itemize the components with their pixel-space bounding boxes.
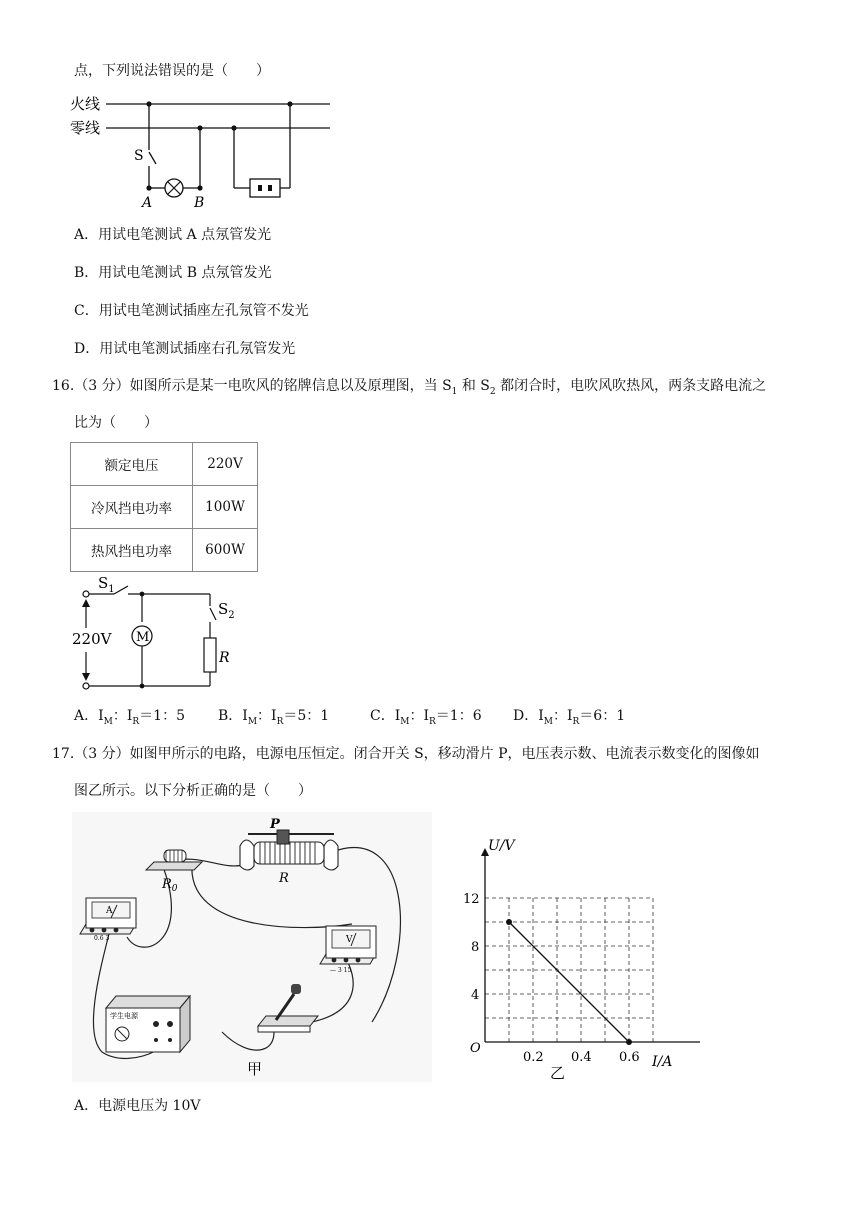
q17-option-a[interactable]: A．电源电压为 10V — [74, 1098, 201, 1114]
switch-s1-icon — [114, 586, 128, 594]
s2-label: $S_2$ — [218, 600, 235, 621]
chart-y-tick-label: 4 — [471, 988, 480, 1003]
table-cell: 100W — [193, 486, 258, 529]
q15-option-d[interactable]: D．用试电笔测试插座右孔氖管发光 — [74, 341, 296, 357]
q17-stem-line2: 图乙所示。以下分析正确的是（ ） — [74, 783, 312, 799]
figure-a-caption: 甲 — [247, 1060, 263, 1078]
table-row — [71, 486, 258, 529]
q15-household-circuit — [70, 92, 340, 212]
chart-y-tick-label: 8 — [471, 940, 480, 955]
voltage-label: 220V — [72, 630, 112, 648]
point-a-label: A — [142, 195, 153, 211]
chart-x-tick-label: 0.6 — [619, 1050, 640, 1065]
chart-data-point — [506, 919, 512, 925]
chart-x-axis-label: I/A — [652, 1054, 673, 1070]
table-cell: 额定电压 — [71, 443, 193, 486]
q16-option-a[interactable]: A．$I_M$：$I_R=1$：5 — [74, 708, 185, 727]
s1-label: $S_1$ — [98, 574, 115, 595]
motor-label: M — [136, 630, 150, 645]
chart-y-axis-label: U/V — [488, 838, 515, 854]
point-b-label: B — [194, 195, 205, 211]
q16-option-d[interactable]: D．$I_M$：$I_R=6$：1 — [513, 708, 626, 727]
table-row — [71, 443, 258, 486]
q16-stem-line1: 16.（3 分）如图所示是某一电吹风的铭牌信息以及原理图，当 $S_1$ 和 $S_2$ 都闭合时，电吹风吹热风，两条支路电流之 — [52, 378, 767, 397]
point-a-dot — [146, 185, 151, 190]
figure-b-caption: 乙 — [550, 1064, 566, 1082]
nameplate-table — [70, 442, 258, 572]
q16-stem-line2: 比为（ ） — [74, 415, 158, 431]
q17-stem-line1: 17.（3 分）如图甲所示的电路，电源电压恒定。闭合开关 S，移动滑片 P，电压表示数、电流表示数变化的图像如 — [52, 746, 760, 762]
q15-option-b[interactable]: B．用试电笔测试 B 点氖管发光 — [74, 265, 272, 281]
arrow-up-icon — [82, 599, 90, 607]
ammeter-label: A — [106, 906, 113, 916]
neutral-wire-label: 零线 — [70, 119, 101, 137]
chart-x-tick-label: 0.4 — [571, 1050, 592, 1065]
terminal-bottom-icon — [83, 683, 89, 689]
voltmeter-terminals: — 3 15 — [330, 967, 352, 974]
live-wire-label: 火线 — [70, 95, 101, 113]
power-supply-icon — [106, 996, 190, 1052]
power-supply-label: 学生电源 — [110, 1012, 138, 1020]
rheostat-r-label: R — [279, 871, 289, 886]
table-cell: 220V — [193, 443, 258, 486]
q15-option-a[interactable]: A．用试电笔测试 A 点氖管发光 — [74, 227, 272, 243]
socket-icon — [250, 179, 280, 197]
ammeter-terminals: 0.6 3 — [94, 935, 110, 942]
switch-s-icon — [149, 152, 156, 164]
voltmeter-label: V — [346, 935, 353, 945]
table-cell: 600W — [193, 529, 258, 572]
table-row — [71, 529, 258, 572]
q17-figure-a-circuit — [72, 812, 432, 1082]
arrow-down-icon — [82, 673, 90, 681]
q15-stem-tail: 点，下列说法错误的是（ ） — [74, 63, 270, 79]
switch-s-label: S — [134, 148, 144, 164]
r0-label: $R_0$ — [162, 877, 178, 894]
q16-option-b[interactable]: B．$I_M$：$I_R=5$：1 — [218, 708, 330, 727]
table-cell: 热风挡电功率 — [71, 529, 193, 572]
chart-axes — [463, 848, 700, 1065]
chart-y-tick-label: 12 — [463, 892, 480, 907]
voltmeter-icon — [320, 926, 376, 964]
resistor-label: R — [219, 650, 230, 666]
q16-hair-dryer-circuit — [66, 572, 246, 696]
q17-figure-b-chart — [440, 812, 700, 1082]
chart-origin-label: O — [470, 1041, 481, 1056]
terminal-top-icon — [83, 591, 89, 597]
q16-option-c[interactable]: C．$I_M$：$I_R=1$：6 — [370, 708, 482, 727]
chart-x-tick-label: 0.2 — [523, 1050, 544, 1065]
ammeter-icon — [80, 898, 136, 934]
q15-option-c[interactable]: C．用试电笔测试插座左孔氖管不发光 — [74, 303, 309, 319]
chart-marks — [506, 919, 632, 1045]
slider-p-label: P — [270, 817, 280, 832]
chart-series-line — [509, 922, 629, 1042]
chart-data-point — [626, 1039, 632, 1045]
table-cell: 冷风挡电功率 — [71, 486, 193, 529]
resistor-icon — [204, 638, 216, 672]
switch-s2-icon — [210, 608, 216, 620]
